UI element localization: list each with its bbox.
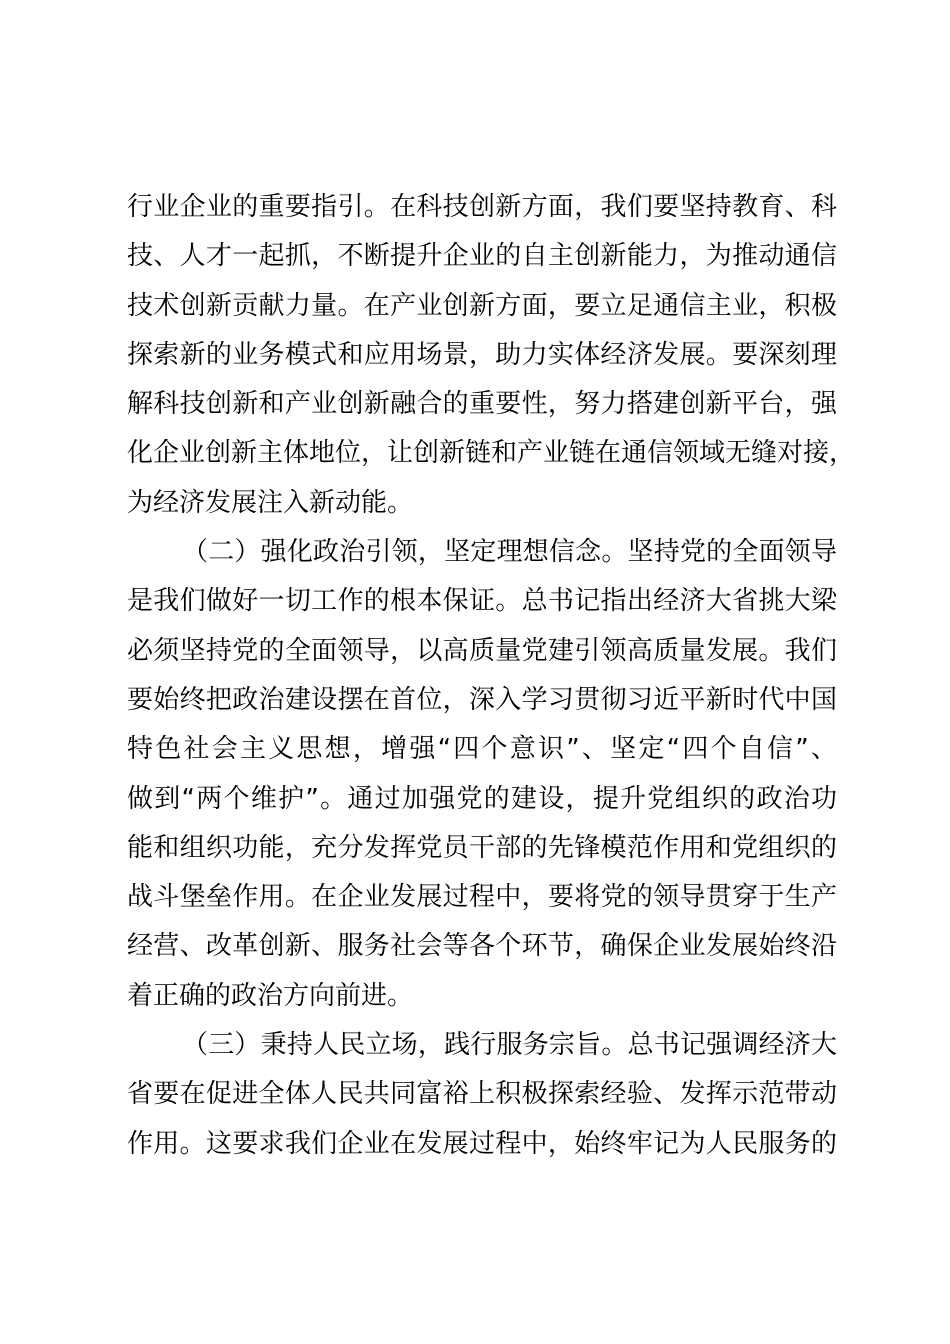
text-line: （三）秉持人民立场，践行服务宗旨。总书记强调经济大 (182, 1030, 837, 1061)
paragraph-1 (127, 183, 856, 528)
text-line: 为经济发展注入新动能。 (127, 487, 414, 518)
text-line: 技术创新贡献力量。在产业创新方面，要立足通信主业，积极 (127, 290, 837, 321)
text-line: 行业企业的重要指引。在科技创新方面，我们要坚持教育、科 (127, 192, 837, 222)
text-line: 战斗堡垒作用。在企业发展过程中，要将党的领导贯穿于生产 (127, 882, 837, 913)
text-line: 作用。这要求我们企业在发展过程中，始终牢记为人民服务的 (127, 1128, 837, 1159)
text-line: 省要在促进全体人民共同富裕上积极探索经验、发挥示范带动 (127, 1079, 837, 1110)
text-line: 化企业创新主体地位，让创新链和产业链在通信领域无缝对接， (127, 438, 856, 469)
text-line: 经营、改革创新、服务社会等各个环节，确保企业发展始终沿 (127, 931, 837, 962)
paragraph-2 (127, 528, 837, 1021)
text-line: （二）强化政治引领，坚定理想信念。坚持党的全面领导 (182, 537, 837, 568)
text-line: 要始终把政治建设摆在首位，深入学习贯彻习近平新时代中国 (127, 684, 837, 715)
text-line: 必须坚持党的全面领导，以高质量党建引领高质量发展。我们 (127, 635, 837, 666)
text-line: 着正确的政治方向前进。 (127, 980, 414, 1011)
text-line: 特色社会主义思想，增强“四个意识”、坚定“四个自信”、 (127, 734, 837, 765)
paragraph-3 (127, 1021, 837, 1169)
text-line: 做到“两个维护”。通过加强党的建设，提升党组织的政治功 (127, 783, 837, 814)
document-body (127, 183, 856, 1169)
text-line: 技、人才一起抓，不断提升企业的自主创新能力，为推动通信 (127, 241, 837, 272)
text-line: 是我们做好一切工作的根本保证。总书记指出经济大省挑大梁 (127, 586, 837, 617)
text-line: 能和组织功能，充分发挥党员干部的先锋模范作用和党组织的 (127, 832, 837, 863)
text-line: 探索新的业务模式和应用场景，助力实体经济发展。要深刻理 (127, 339, 837, 370)
text-line: 解科技创新和产业创新融合的重要性，努力搭建创新平台，强 (127, 389, 837, 420)
